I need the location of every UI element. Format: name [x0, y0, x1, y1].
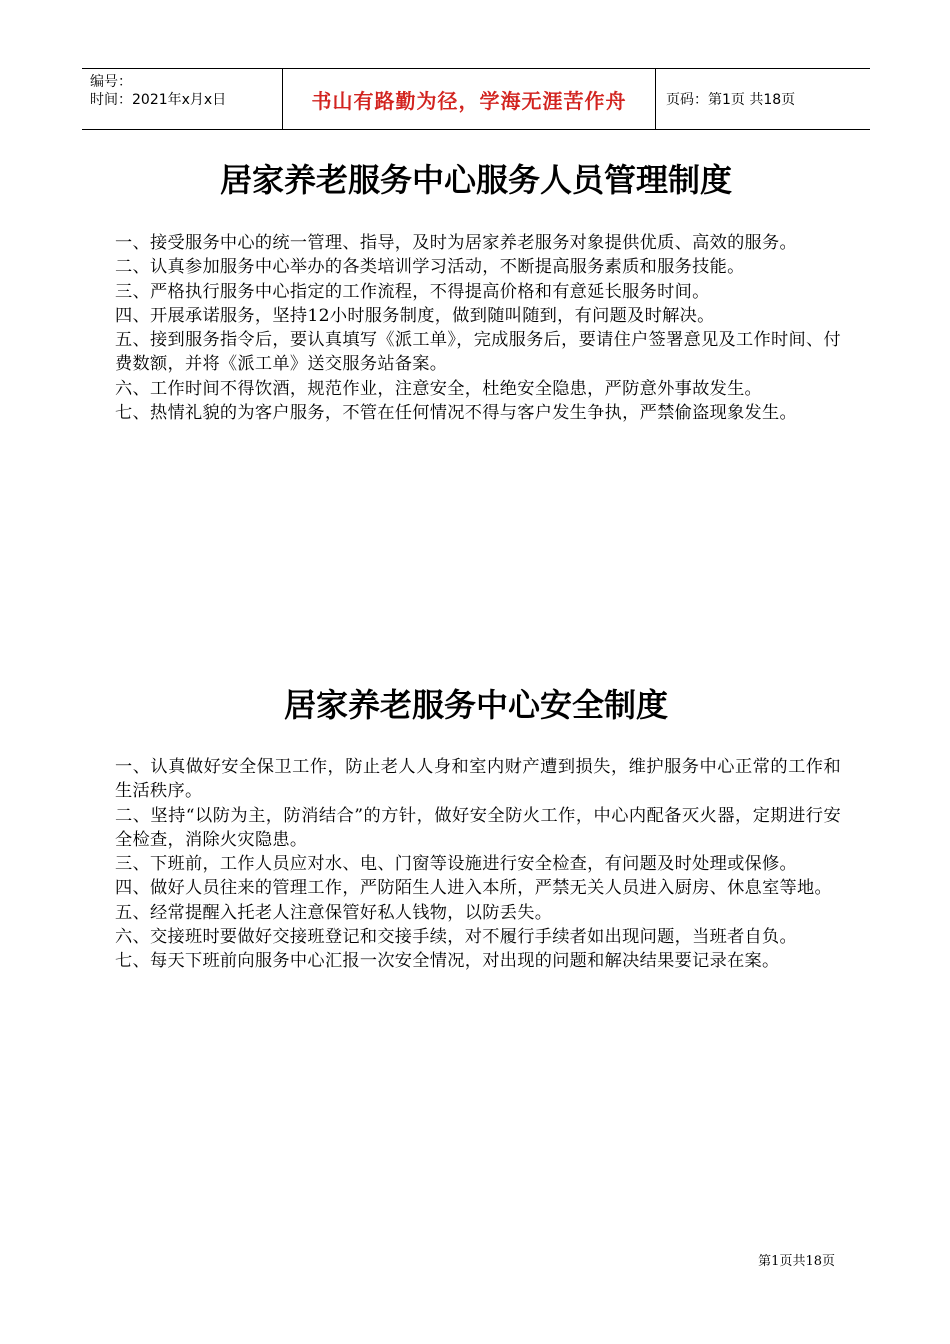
page-header	[82, 68, 870, 130]
rule-paragraph: 一、接受服务中心的统一管理、指导，及时为居家养老服务对象提供优质、高效的服务。	[115, 233, 798, 253]
rule-paragraph: 六、交接班时要做好交接班登记和交接手续，对不履行手续者如出现问题，当班者自负。	[115, 927, 798, 948]
rule-paragraph: 五、经常提醒入托老人注意保管好私人钱物，以防丢失。	[115, 902, 553, 923]
document-date: 时间：2021年x月x日	[90, 92, 227, 108]
section-title-safety: 居家养老服务中心安全制度	[283, 686, 668, 724]
section-body-staff-management	[115, 231, 841, 425]
rule-paragraph: 四、开展承诺服务，坚持12小时服务制度，做到随叫随到，有问题及时解决。	[115, 305, 715, 326]
rule-paragraph: 七、热情礼貌的为客户服务，不管在任何情况不得与客户发生争执，严禁偷盗现象发生。	[115, 403, 798, 424]
header-meta	[82, 69, 282, 129]
rule-paragraph: 六、工作时间不得饮酒，规范作业，注意安全，杜绝安全隐患，严防意外事故发生。	[115, 378, 763, 399]
header-page-number: 页码：第1页 共18页	[666, 92, 796, 108]
section-title-staff-management: 居家养老服务中心服务人员管理制度	[219, 161, 732, 199]
header-motto: 书山有路勤为径，学海无涯苦作舟	[282, 69, 656, 129]
document-number-label: 编号：	[90, 74, 132, 90]
rule-paragraph: 五、接到服务指令后，要认真填写《派工单》，完成服务后，要请住户签署意见及工作时间、付费数额，并将《派工单》送交服务站备案。	[115, 330, 841, 375]
rule-paragraph: 四、做好人员往来的管理工作，严防陌生人进入本所，严禁无关人员进入厨房、休息室等地。	[115, 878, 832, 899]
rule-paragraph: 二、坚持“以防为主，防消结合”的方针，做好安全防火工作，中心内配备灭火器，定期进行安全检查，消除火灾隐患。	[115, 805, 841, 850]
rule-paragraph: 二、认真参加服务中心举办的各类培训学习活动，不断提高服务素质和服务技能。	[115, 257, 745, 278]
rule-paragraph: 一、认真做好安全保卫工作，防止老人人身和室内财产遭到损失，维护服务中心正常的工作和生活秩序。	[115, 757, 841, 802]
footer-page-number: 第1页共18页	[758, 1254, 835, 1269]
rule-paragraph: 七、每天下班前向服务中心汇报一次安全情况，对出现的问题和解决结果要记录在案。	[115, 951, 780, 972]
rule-paragraph: 三、严格执行服务中心指定的工作流程，不得提高价格和有意延长服务时间。	[115, 281, 710, 302]
rule-paragraph: 三、下班前，工作人员应对水、电、门窗等设施进行安全检查，有问题及时处理或保修。	[115, 854, 798, 875]
section-body-safety	[115, 755, 841, 974]
